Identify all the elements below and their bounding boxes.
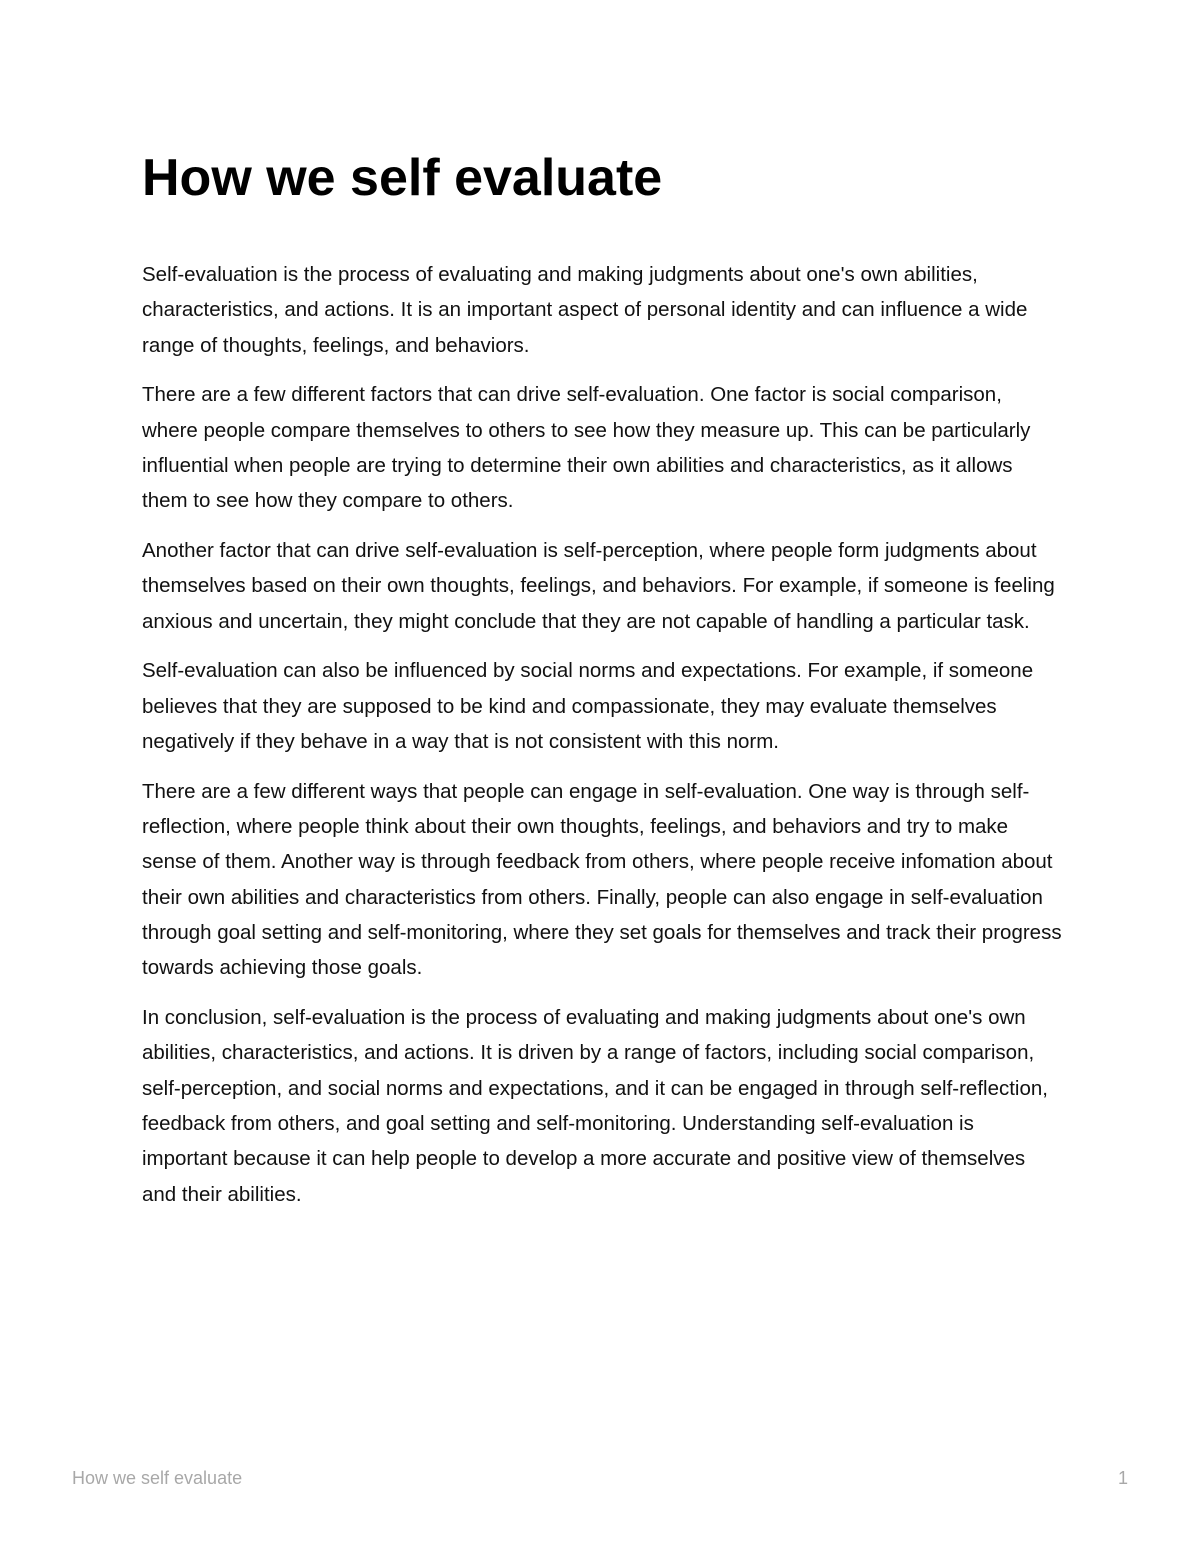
paragraph-self-perception: Another factor that can drive self-evaluation is self-perception, where people form judgments about themselves based on their own thoughts, feelings, and behaviors. For example, if someone is feeling anxious and uncertain, they might conclude that they are not capable of handling a particular task. bbox=[142, 539, 1055, 633]
footer-document-title: How we self evaluate bbox=[72, 1468, 243, 1488]
footer-page-number: 1 bbox=[1117, 1468, 1128, 1488]
paragraph-conclusion: In conclusion, self-evaluation is the process of evaluating and making judgments about one's own abilities, characteristics, and actions. It is driven by a range of factors, including social comparison, self-perception, and social norms and expectations, and it can be engaged in through self-reflection, feedback from others, and goal setting and self-monitoring. Understanding self-evaluation is important because it can help people to develop a more accurate and positive view of themselves and their abilities. bbox=[142, 1006, 1048, 1206]
page-footer bbox=[72, 1464, 1128, 1492]
paragraph-social-norms: Self-evaluation can also be influenced by social norms and expectations. For example, if someone believes that they are supposed to be kind and compassionate, they may evaluate themselves negatively if they behave in a way that is not consistent with this norm. bbox=[142, 659, 1034, 754]
document-title: How we self evaluate bbox=[142, 149, 663, 207]
paragraph-definition: Self-evaluation is the process of evaluating and making judgments about one's own abilities, characteristics, and actions. It is an important aspect of personal identity and can influence a wide range of thoughts, feelings, and behaviors. bbox=[142, 263, 1028, 357]
document-body bbox=[142, 257, 1062, 1226]
paragraph-ways-to-engage: There are a few different ways that people can engage in self-evaluation. One way is through self-reflection, where people think about their own thoughts, feelings, and behaviors and try to make sense of them. Another way is through feedback from others, where people receive infomation about their own abilities and characteristics from others. Finally, people can also engage in self-evaluation through goal setting and self-monitoring, where they set goals for themselves and track their progress towards achieving those goals. bbox=[142, 779, 1062, 980]
paragraph-social-comparison: There are a few different factors that can drive self-evaluation. One factor is social comparison, where people compare themselves to others to see how they measure up. This can be particularly influential when people are trying to determine their own abilities and characteristics, as it allows them to see how they compare to others. bbox=[142, 383, 1031, 513]
